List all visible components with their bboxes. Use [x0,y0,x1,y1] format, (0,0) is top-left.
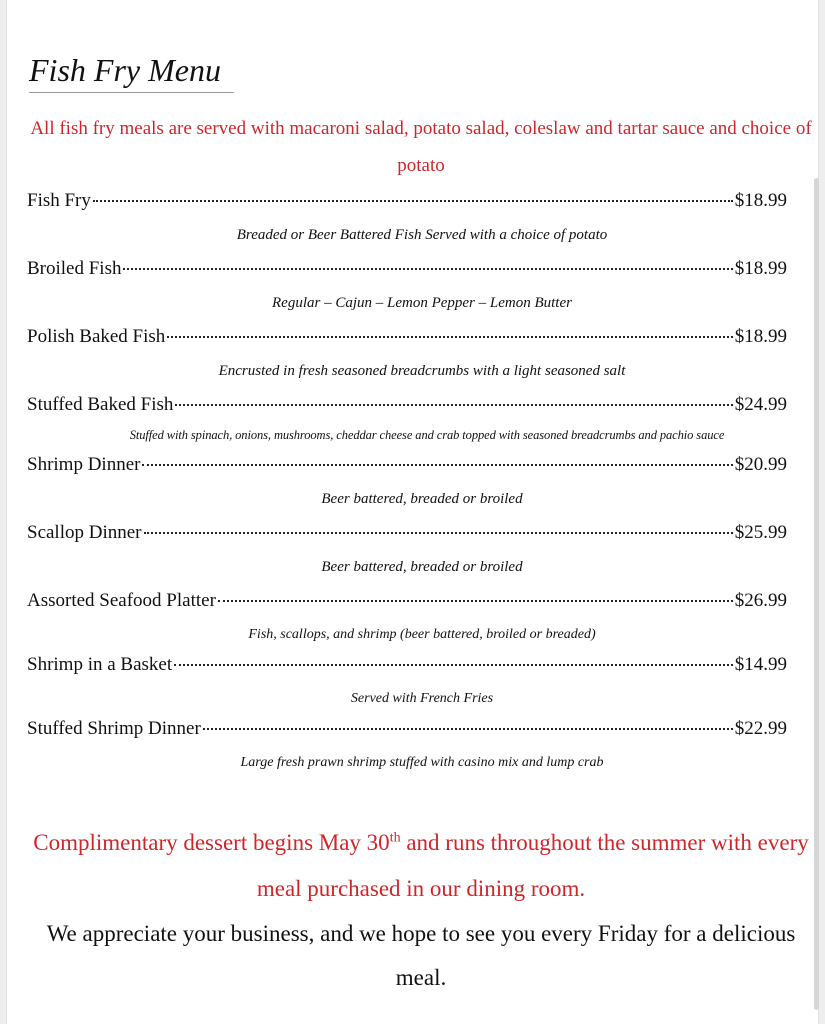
item-description: Large fresh prawn shrimp stuffed with casino mix and lump crab [240,755,604,770]
menu-list [27,184,787,780]
item-name: Scallop Dinner [27,522,142,543]
item-price: $22.99 [734,718,787,739]
item-name: Shrimp Dinner [27,454,141,475]
item-description: Regular – Cajun – Lemon Pepper – Lemon Butter [272,295,572,311]
item-price: $25.99 [734,522,787,543]
item-name: Broiled Fish [27,258,122,279]
item-price: $18.99 [734,258,787,279]
item-description: Beer battered, breaded or broiled [321,491,523,507]
menu-intro: All fish fry meals are served with macaroni salad, potato salad, coleslaw and tartar sauce and choice of potato [30,118,812,176]
dot-leader [218,588,733,602]
menu-item [27,648,787,712]
item-name: Fish Fry [27,190,91,211]
dot-leader [203,716,733,730]
item-description: Served with French Fries [350,691,494,706]
menu-item [27,712,787,780]
item-name: Shrimp in a Basket [27,654,173,675]
item-description: Breaded or Beer Battered Fish Served with a choice of potato [236,227,608,243]
menu-item [27,448,787,516]
menu-item [27,184,787,252]
dot-leader [174,652,733,666]
item-name: Assorted Seafood Platter [27,590,216,611]
menu-item [27,516,787,584]
item-price: $18.99 [734,190,787,211]
item-price: $24.99 [734,394,787,415]
dot-leader [123,256,732,270]
scrollbar[interactable] [814,178,819,1010]
dot-leader [167,324,732,338]
thank-you-note: We appreciate your business, and we hope to see you every Friday for a delicious meal. [46,921,796,990]
item-price: $20.99 [734,454,787,475]
item-description: Beer battered, breaded or broiled [321,559,523,575]
dot-leader [93,188,733,202]
menu-item [27,584,787,648]
item-description: Stuffed with spinach, onions, mushrooms, cheddar cheese and crab topped with seasoned breadcrumbs and pachio sauce [129,428,725,442]
dot-leader [175,392,732,406]
menu-item [27,388,787,448]
item-price: $18.99 [734,326,787,347]
promo-superscript: th [389,830,401,846]
item-description: Fish, scallops, and shrimp (beer battered, broiled or breaded) [248,627,596,642]
menu-title: Fish Fry Menu [29,54,234,93]
item-price: $14.99 [734,654,787,675]
dot-leader [142,452,732,466]
menu-item [27,252,787,320]
menu-item [27,320,787,388]
promo-text [21,820,821,912]
item-price: $26.99 [734,590,787,611]
promo-text-end: and runs throughout the summer with every meal purchased in our dining room. [256,830,809,901]
dot-leader [144,520,733,534]
promo-text-start: Complimentary dessert begins May 30 [33,830,390,855]
item-name: Stuffed Shrimp Dinner [27,718,201,739]
item-name: Polish Baked Fish [27,326,166,347]
item-description: Encrusted in fresh seasoned breadcrumbs with a light seasoned salt [218,363,626,379]
item-name: Stuffed Baked Fish [27,394,174,415]
menu-page [6,0,819,1024]
